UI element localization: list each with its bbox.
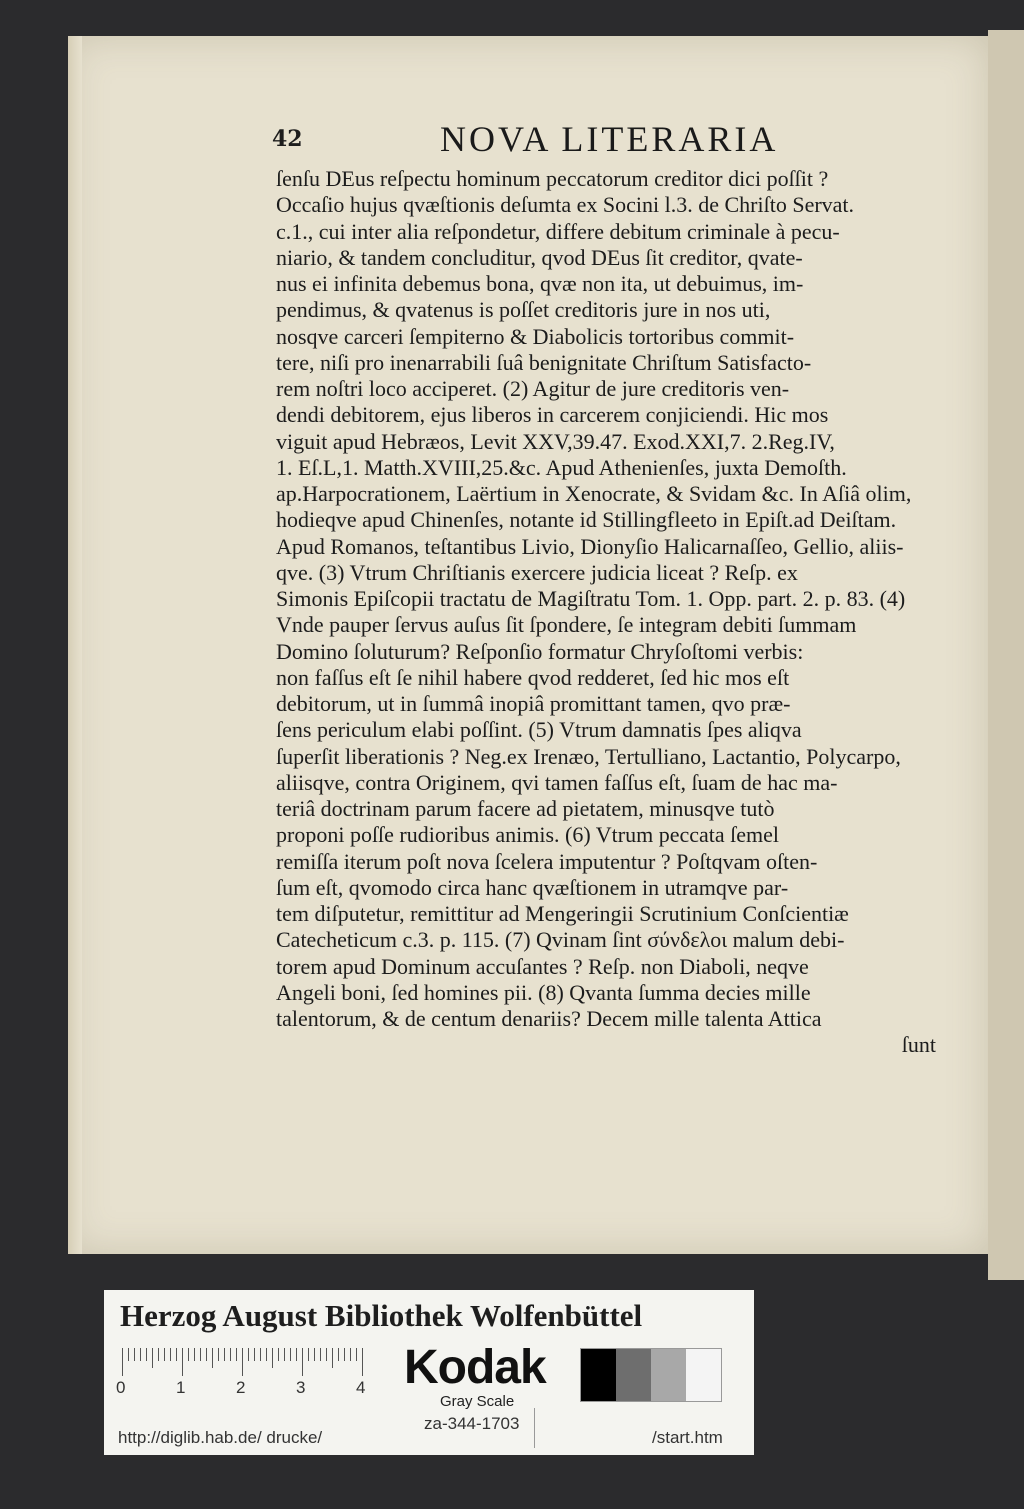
text-line: aliisqve, contra Originem, qvi tamen faſſus eſt, ſuam de hac ma- [276,769,838,795]
kodak-logo: Kodak [404,1341,546,1394]
text-line: ap.Harpocrationem, Laërtium in Xenocrate, & Svidam &c. In Aſiâ olim, [276,481,912,506]
library-name: Herzog August Bibliothek Wolfenbüttel [120,1298,643,1333]
ruler-tick [206,1348,207,1361]
ruler-tick [158,1348,159,1361]
ruler-tick [362,1348,363,1376]
next-page-edge [988,30,1024,1280]
ruler-tick [224,1348,225,1361]
ruler-tick [260,1348,261,1361]
url-prefix: http://diglib.hab.de/ drucke/ [118,1428,323,1447]
text-line: nosqve carceri ſempiterno & Diabolicis tortoribus commit- [276,323,795,349]
ruler-number: 4 [356,1378,366,1397]
text-line: Apud Romanos, teſtantibus Livio, Dionyſio Halicarnaſſeo, Gellio, aliis- [276,533,904,559]
text-line: rem noſtri loco acciperet. (2) Agitur de jure creditoris ven- [276,376,790,401]
ruler-tick [242,1348,243,1376]
ruler-tick [338,1348,339,1361]
ruler-tick [248,1348,249,1361]
text-line: nus ei infinita debemus bona, qvæ non ita, ut debuimus, im- [276,271,804,296]
text-line: tere, niſi pro inenarrabili ſuâ benignitate Chriſtum Satisfacto- [276,349,812,375]
text-line: proponi poſſe rudioribus animis. (6) Vtrum peccata ſemel [276,822,780,848]
ruler-tick [302,1348,303,1376]
gray-scale-swatches [580,1348,722,1402]
swatch-light-gray [651,1349,686,1401]
text-line: debitorum, ut in ſummâ inopiâ promittant tamen, qvo præ- [276,691,791,716]
page-header [272,118,932,168]
text-line: qve. (3) Vtrum Chriſtianis exercere judicia liceat ? Reſp. ex [276,559,798,585]
text-line: torem apud Dominum accuſantes ? Reſp. non Diaboli, neqve [276,953,809,979]
ruler-tick [230,1348,231,1361]
ruler-tick [218,1348,219,1361]
ruler-tick [290,1348,291,1361]
ruler-tick [296,1348,297,1361]
ruler-numbers [116,1378,376,1400]
catchword: ſunt [901,1032,936,1058]
page-gutter-shadow [68,36,82,1254]
shelfmark: za-344-1703 [424,1414,520,1433]
ruler-tick [254,1348,255,1361]
ruler-tick [200,1348,201,1361]
page-number: 42 [272,126,303,152]
ruler-tick [176,1348,177,1361]
text-line: ſenſu DEus reſpectu hominum peccatorum creditor dici poſſit ? [276,166,829,191]
text-line: c.1., cui inter alia reſpondetur, differe debitum criminale à pecu- [276,218,840,244]
text-line: Simonis Epiſcopii tractatu de Magiſtratu Tom. 1. Opp. part. 2. p. 83. (4) [276,586,906,611]
ruler-tick [356,1348,357,1361]
ruler-tick [278,1348,279,1361]
swatch-black [581,1349,616,1401]
ruler-tick [326,1348,327,1361]
ruler-tick [140,1348,141,1361]
library-color-card [104,1290,754,1455]
ruler-tick [284,1348,285,1361]
body-text [276,166,936,1059]
text-line: hodieqve apud Chinenſes, notante id Stillingfleeto in Epiſt.ad Deiſtam. [276,507,897,533]
text-line: ſens periculum elabi poſſint. (5) Vtrum damnatis ſpes aliqva [276,717,802,743]
text-line: niario, & tandem concluditur, qvod DEus ſit creditor, qvate- [276,244,803,270]
text-line: talentorum, & de centum denariis? Decem mille talenta Attica [276,1006,822,1031]
ruler-tick [152,1348,153,1368]
text-line: ſuperſit liberationis ? Neg.ex Irenæo, Tertulliano, Lactantio, Polycarpo, [276,743,901,769]
running-title: NOVA LITERARIA [440,119,779,159]
ruler-tick [128,1348,129,1361]
ruler-tick [308,1348,309,1361]
text-line: tem diſputetur, remittitur ad Mengeringii Scrutinium Conſcientiæ [276,901,849,926]
ruler-tick [332,1348,333,1368]
ruler-tick [146,1348,147,1361]
text-line: viguit apud Hebræos, Levit XXV,39.47. Exod.XXI,7. 2.Reg.IV, [276,428,835,454]
ruler-tick [344,1348,345,1361]
ruler-tick [236,1348,237,1361]
card-divider [534,1408,535,1448]
ruler-number: 1 [176,1378,186,1397]
text-line: Vnde pauper ſervus auſus ſit ſpondere, ſe integram debiti ſummam [276,612,857,638]
ruler-tick [212,1348,213,1368]
ruler-tick [170,1348,171,1361]
ruler-tick [122,1348,123,1376]
text-line: ſum eſt, qvomodo circa hanc qvæſtionem in utramqve par- [276,874,789,900]
text-line: 1. Eſ.L,1. Matth.XVIII,25.&c. Apud Athenienſes, juxta Demoſth. [276,454,847,480]
ruler-tick [182,1348,183,1376]
text-line: pendimus, & qvatenus is poſſet creditoris jure in nos uti, [276,297,771,323]
ruler-tick [194,1348,195,1361]
text-line: dendi debitorem, ejus liberos in carcerem conjiciendi. Hic mos [276,402,829,428]
text-line: non faſſus eſt ſe nihil habere qvod redderet, ſed hic mos eſt [276,664,790,690]
ruler-number: 3 [296,1378,306,1397]
ruler-scale [122,1348,372,1376]
text-line: teriâ doctrinam parum facere ad pietatem, minusqve tutò [276,796,775,821]
text-line: remiſſa iterum poſt nova ſcelera imputentur ? Poſtqvam oſten- [276,848,818,874]
ruler-number: 0 [116,1378,126,1397]
ruler-tick [314,1348,315,1361]
gray-scale-label: Gray Scale [440,1393,515,1410]
ruler-tick [272,1348,273,1368]
text-line: Domino ſoluturum? Reſponſio formatur Chryſoſtomi verbis: [276,638,804,664]
ruler-tick [350,1348,351,1361]
ruler-tick [134,1348,135,1361]
swatch-white [686,1349,721,1401]
swatch-dark-gray [616,1349,651,1401]
ruler-tick [320,1348,321,1361]
text-line: Catecheticum c.3. p. 115. (7) Qvinam ſint σύνδελοι malum debi- [276,927,845,953]
ruler-tick [188,1348,189,1361]
url-suffix: /start.htm [652,1428,723,1447]
ruler-tick [266,1348,267,1361]
text-line: Angeli boni, ſed homines pii. (8) Qvanta ſumma decies mille [276,979,811,1005]
ruler-number: 2 [236,1378,246,1397]
text-line: Occaſio hujus qvæſtionis deſumta ex Socini l.3. de Chriſto Servat. [276,192,855,218]
ruler-tick [164,1348,165,1361]
